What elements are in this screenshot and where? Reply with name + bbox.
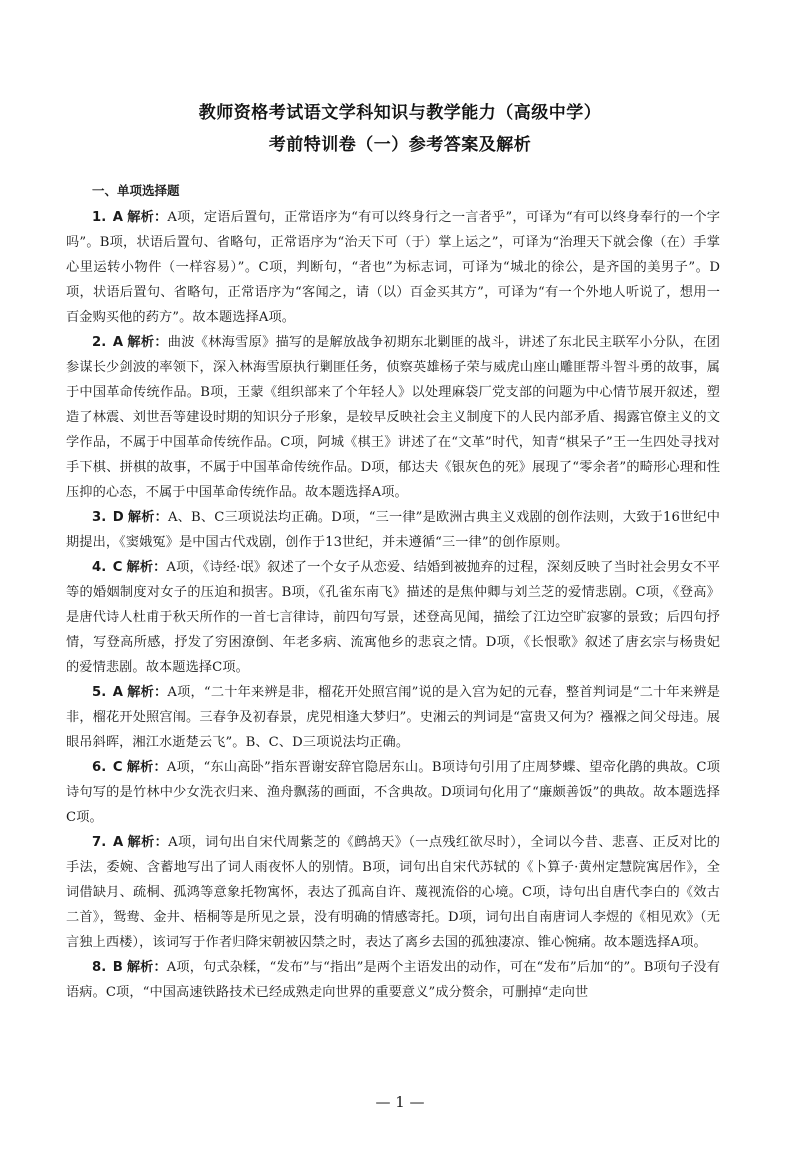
question-number: 1. bbox=[92, 210, 107, 225]
explanation-label: 解析： bbox=[127, 510, 168, 525]
answer-item bbox=[66, 505, 720, 555]
document-subtitle: 考前特训卷（一）参考答案及解析 bbox=[268, 135, 532, 155]
answer-item bbox=[66, 830, 720, 955]
question-number: 6. bbox=[92, 760, 107, 775]
explanation-label: 解析： bbox=[127, 210, 168, 225]
answer-letter: C bbox=[112, 760, 123, 775]
explanation-label: 解析： bbox=[127, 335, 168, 350]
question-number: 3. bbox=[92, 510, 107, 525]
answer-item bbox=[66, 755, 720, 830]
answer-list bbox=[66, 205, 720, 1005]
answer-letter: D bbox=[112, 510, 124, 525]
question-number: 8. bbox=[92, 960, 107, 975]
explanation-label: 解析： bbox=[126, 760, 167, 775]
answer-letter: A bbox=[112, 835, 124, 850]
question-number: 2. bbox=[92, 335, 107, 350]
answer-letter: B bbox=[112, 960, 123, 975]
explanation-text: 曲波《林海雪原》描写的是解放战争初期东北剿匪的战斗，讲述了东北民主联军小分队，在团参谋长少剑波的率领下，深入林海雪原执行剿匪任务，侦察英雄杨子荣与威虎山座山雕匪帮斗智斗勇的故事，属于中国革命传统作品。B项，王蒙《组织部来了个年轻人》以处理麻袋厂党支部的问题为中心情节展开叙述，塑造了林震、刘世吾等建设时期的知识分子形象，是较早反映社会主义制度下的人民内部矛盾、揭露官僚主义的文学作品，不属于中国革命传统作品。C项，阿城《棋王》讲述了在“文革”时代，知青“棋呆子”王一生四处寻找对手下棋、拼棋的故事，不属于中国革命传统作品。D项，郁达夫《银灰色的死》展现了“零余者”的畸形心理和性压抑的心态，不属于中国革命传统作品。故本题选择A项。 bbox=[66, 335, 720, 500]
explanation-text: A、B、C三项说法均正确。D项，“三一律”是欧洲古典主义戏剧的创作法则，大致于16世纪中期提出，《窦娥冤》是中国古代戏剧，创作于13世纪，并未遵循“三一律”的创作原则。 bbox=[66, 510, 720, 550]
explanation-text: A项，词句出自宋代周紫芝的《鹧鸪天》（一点残红欲尽时），全词以今昔、悲喜、正反对比的手法，委婉、含蓄地写出了词人雨夜怀人的别情。B项，词句出自宋代苏轼的《卜算子·黄州定慧院寓居作》，全词借缺月、疏桐、孤鸿等意象托物寓怀，表达了孤高自许、蔑视流俗的心境。C项，诗句出自唐代李白的《效古二首》，鸳鸯、金井、梧桐等是所见之景，没有明确的情感寄托。D项，词句出自南唐词人李煜的《相见欢》（无言独上西楼），该词写于作者归降宋朝被囚禁之时，表达了离乡去国的孤独凄凉、锥心惋痛。故本题选择A项。 bbox=[66, 835, 720, 950]
explanation-label: 解析： bbox=[127, 685, 168, 700]
question-number: 5. bbox=[92, 685, 107, 700]
answer-letter: C bbox=[112, 560, 123, 575]
answer-item bbox=[66, 955, 720, 1005]
explanation-label: 解析： bbox=[127, 835, 169, 850]
answer-letter: A bbox=[112, 335, 124, 350]
explanation-label: 解析： bbox=[126, 560, 167, 575]
document-title: 教师资格考试语文学科知识与教学能力（高级中学） bbox=[198, 103, 602, 123]
explanation-text: A项，定语后置句，正常语序为“有可以终身行之一言者乎”，可译为“有可以终身奉行的一个字吗”。B项，状语后置句、省略句，正常语序为“治天下可（于）掌上运之”，可译为“治理天下就会像（在）手掌心里运转小物件（一样容易）”。C项，判断句，“者也”为标志词，可译为“城北的徐公，是齐国的美男子”。D项，状语后置句、省略句，正常语序为“客闻之，请（以）百金买其方”，可译为“有一个外地人听说了，想用一百金购买他的药方”。故本题选择A项。 bbox=[66, 210, 721, 325]
explanation-text: A项，“东山高卧”指东晋谢安辞官隐居东山。B项诗句引用了庄周梦蝶、望帝化鹃的典故。C项诗句写的是竹林中少女洗衣归来、渔舟飘荡的画面，不含典故。D项词句化用了“廉颇善饭”的典故。故本题选择C项。 bbox=[66, 760, 720, 825]
answer-item bbox=[66, 205, 720, 330]
question-number: 4. bbox=[92, 560, 107, 575]
answer-letter: A bbox=[112, 210, 124, 225]
explanation-text: A项，“二十年来辨是非，榴花开处照宫闱”说的是入宫为妃的元春，整首判词是“二十年来辨是非，榴花开处照宫闱。三春争及初春景，虎兕相逢大梦归”。史湘云的判词是“富贵又何为？襁褓之间父母违。展眼吊斜晖，湘江水逝楚云飞”。B、C、D三项说法均正确。 bbox=[66, 685, 721, 750]
answer-item bbox=[66, 555, 720, 680]
explanation-text: A项，《诗经·氓》叙述了一个女子从恋爱、结婚到被抛弃的过程，深刻反映了当时社会男女不平等的婚姻制度对女子的压迫和损害。B项，《孔雀东南飞》描述的是焦仲卿与刘兰芝的爱情悲剧。C项，《登高》是唐代诗人杜甫于秋天所作的一首七言律诗，前四句写景，述登高见闻，描绘了江边空旷寂寥的景致；后四句抒情，写登高所感，抒发了穷困潦倒、年老多病、流寓他乡的悲哀之情。D项，《长恨歌》叙述了唐玄宗与杨贵妃的爱情悲剧。故本题选择C项。 bbox=[66, 560, 720, 675]
section-heading: 一、单项选择题 bbox=[92, 183, 180, 198]
explanation-label: 解析： bbox=[126, 960, 167, 975]
answer-letter: A bbox=[112, 685, 124, 700]
answer-item bbox=[66, 680, 720, 755]
page-number: — 1 — bbox=[375, 1093, 425, 1111]
explanation-text: A项，句式杂糅，“发布”与“指出”是两个主语发出的动作，可在“发布”后加“的”。B项句子没有语病。C项，“中国高速铁路技术已经成熟走向世界的重要意义”成分赘余，可删掉“走向世 bbox=[66, 960, 720, 1000]
question-number: 7. bbox=[92, 835, 107, 850]
answer-item bbox=[66, 330, 720, 505]
